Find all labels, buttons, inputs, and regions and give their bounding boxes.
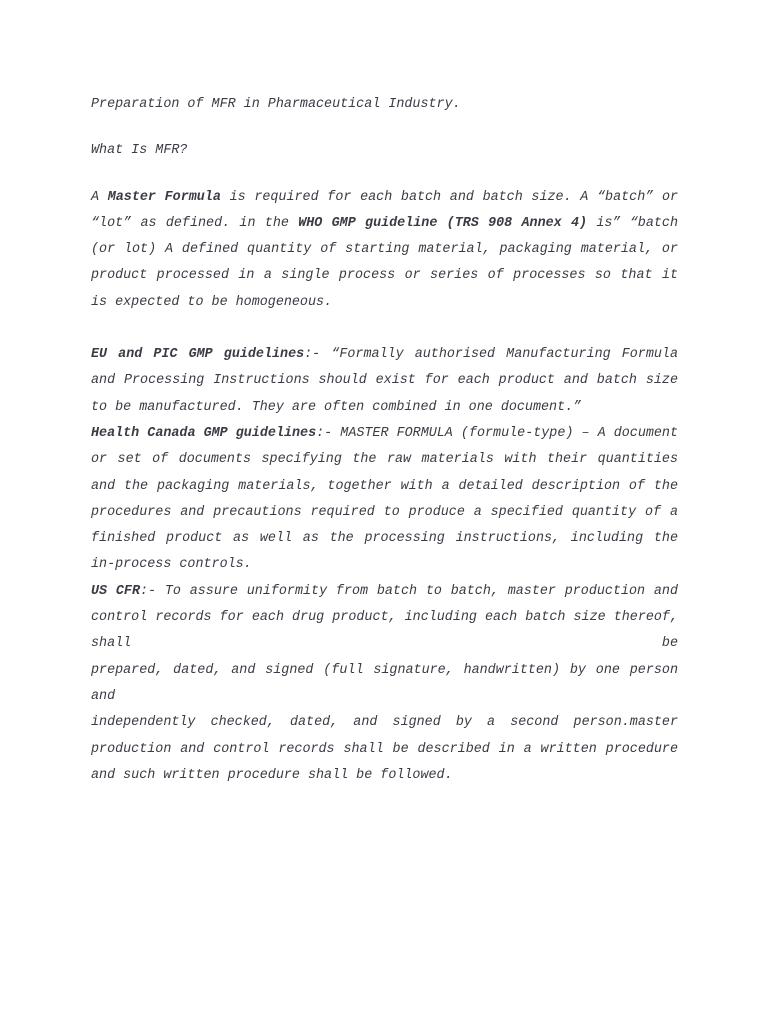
section-heading-what-is-mfr: What Is MFR?: [91, 143, 188, 159]
text-run: is required for each batch and batch size. A “batch” or “lot” as defined. in the: [91, 189, 679, 231]
term-health-canada-gmp: Health Canada GMP guidelines: [91, 425, 317, 441]
us-cfr-line-3: prepared, dated, and signed (full signature, handwritten) by one person and: [91, 662, 678, 704]
term-master-formula: Master Formula: [107, 189, 221, 205]
paragraph-who-definition: [91, 185, 678, 316]
us-cfr-line-1: [91, 579, 678, 605]
paragraph-eu-pic: [91, 342, 678, 421]
document-body: [91, 92, 678, 789]
spacer: [91, 118, 678, 138]
term-us-cfr: US CFR: [91, 583, 140, 599]
document-title: Preparation of MFR in Pharmaceutical Industry.: [91, 97, 461, 112]
spacer: [91, 316, 678, 342]
text-run: is” “batch (or lot) A defined quantity of starting material, packaging material, or product processed in a single process or series of processes so that it is expected to be homogeneous.: [91, 215, 678, 310]
paragraph-us-cfr: [91, 579, 678, 789]
us-cfr-line-4: independently checked, dated, and signed by a second person.master production and control records shall be described in a written procedure and such written procedure shall be followed.: [91, 715, 678, 783]
text-run: :- MASTER FORMULA (formule-type) – A document or set of documents specifying the raw materials with their quantities and the packaging materials, together with a detailed description of the procedures and precautions required to produce a specified quantity of a finished product as well as the processing instructions, including the in-process controls.: [91, 425, 679, 573]
text-run: :- To assure uniformity from batch to batch, master production and: [139, 583, 678, 599]
spacer: [91, 165, 678, 185]
text-run: :- “Formally authorised Manufacturing Formula and Processing Instructions should exist for each product and batch size to be manufactured. They are often combined in one document.”: [91, 347, 678, 415]
us-cfr-line-2: control records for each drug product, including each batch size thereof, shall be: [91, 610, 678, 652]
text-run: A: [91, 189, 108, 205]
paragraph-health-canada: [91, 421, 678, 579]
term-eu-pic-gmp: EU and PIC GMP guidelines: [91, 347, 305, 363]
term-who-gmp-guideline: WHO GMP guideline (TRS 908 Annex 4): [298, 215, 588, 231]
